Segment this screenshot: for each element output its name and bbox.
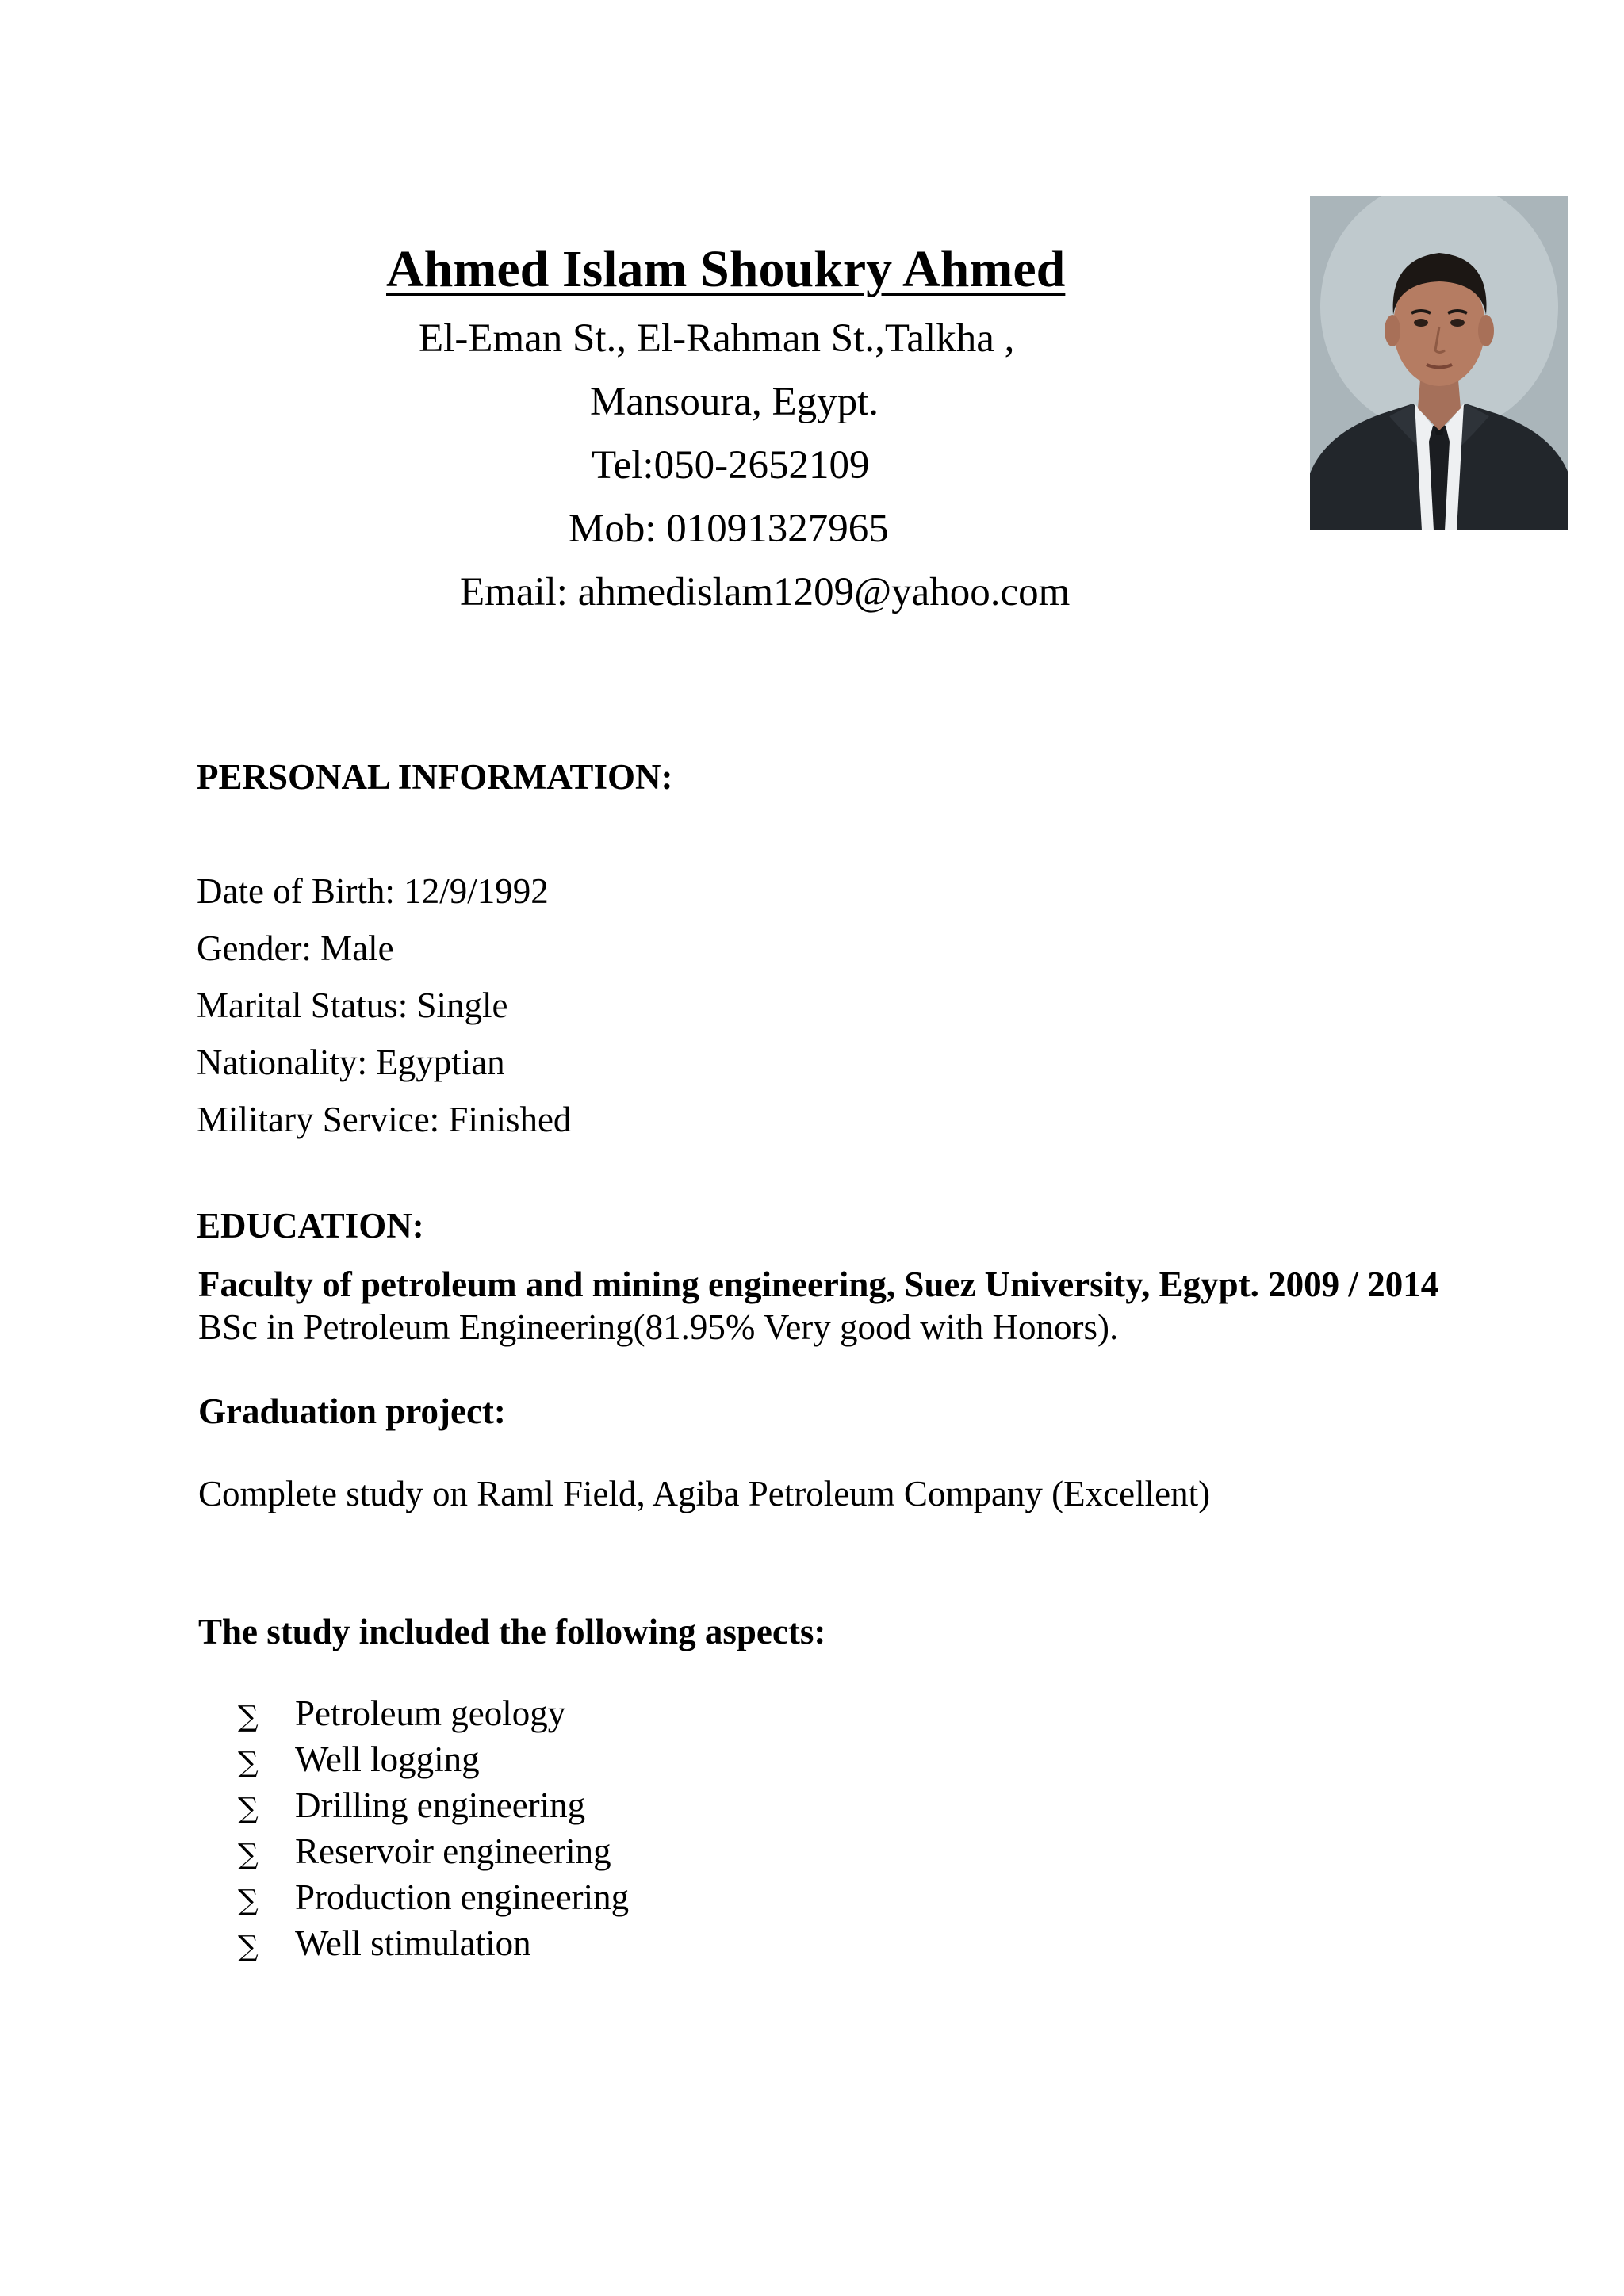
- list-item: [238, 1690, 629, 1736]
- graduation-description: Complete study on Raml Field, Agiba Petroleum Company (Excellent): [198, 1474, 1211, 1513]
- aspect-label: Well stimulation: [295, 1923, 531, 1963]
- sigma-bullet-icon: ∑: [238, 1792, 259, 1825]
- list-item: [238, 1736, 629, 1782]
- graduation-heading: Graduation project:: [198, 1391, 506, 1431]
- mobile: Mob: 01091327965: [569, 507, 889, 551]
- personal-info-heading: PERSONAL INFORMATION:: [197, 757, 673, 797]
- address-line-1: El-Eman St., El-Rahman St.,Talkha ,: [419, 316, 1015, 361]
- telephone: Tel:050-2652109: [592, 443, 870, 488]
- aspects-list: [238, 1690, 629, 1966]
- personal-info-item: Marital Status: Single: [197, 985, 508, 1025]
- aspect-label: Petroleum geology: [295, 1693, 566, 1733]
- aspect-label: Production engineering: [295, 1877, 630, 1917]
- email: Email: ahmedislam1209@yahoo.com: [460, 570, 1071, 614]
- education-degree: BSc in Petroleum Engineering(81.95% Very good with Honors).: [198, 1307, 1119, 1347]
- list-item: [238, 1782, 629, 1828]
- personal-info-item: Military Service: Finished: [197, 1100, 572, 1139]
- sigma-bullet-icon: ∑: [238, 1884, 259, 1917]
- aspect-label: Drilling engineering: [295, 1785, 586, 1825]
- portrait-photo: [1310, 196, 1568, 530]
- education-faculty: Faculty of petroleum and mining engineering, Suez University, Egypt. 2009 / 2014: [198, 1265, 1439, 1304]
- portrait-icon: [1310, 196, 1568, 530]
- sigma-bullet-icon: ∑: [238, 1930, 259, 1963]
- sigma-bullet-icon: ∑: [238, 1838, 259, 1871]
- list-item: [238, 1874, 629, 1920]
- list-item: [238, 1920, 629, 1966]
- address-line-2: Mansoura, Egypt.: [590, 380, 879, 424]
- study-heading: The study included the following aspects:: [198, 1612, 826, 1651]
- sigma-bullet-icon: ∑: [238, 1746, 259, 1779]
- candidate-name: Ahmed Islam Shoukry Ahmed: [386, 240, 1066, 298]
- personal-info-item: Gender: Male: [197, 928, 394, 968]
- education-heading: EDUCATION:: [197, 1206, 424, 1246]
- personal-info-item: Date of Birth: 12/9/1992: [197, 871, 549, 911]
- sigma-bullet-icon: ∑: [238, 1700, 259, 1733]
- aspect-label: Reservoir engineering: [295, 1831, 611, 1871]
- list-item: [238, 1828, 629, 1874]
- aspect-label: Well logging: [295, 1739, 480, 1779]
- personal-info-item: Nationality: Egyptian: [197, 1043, 505, 1082]
